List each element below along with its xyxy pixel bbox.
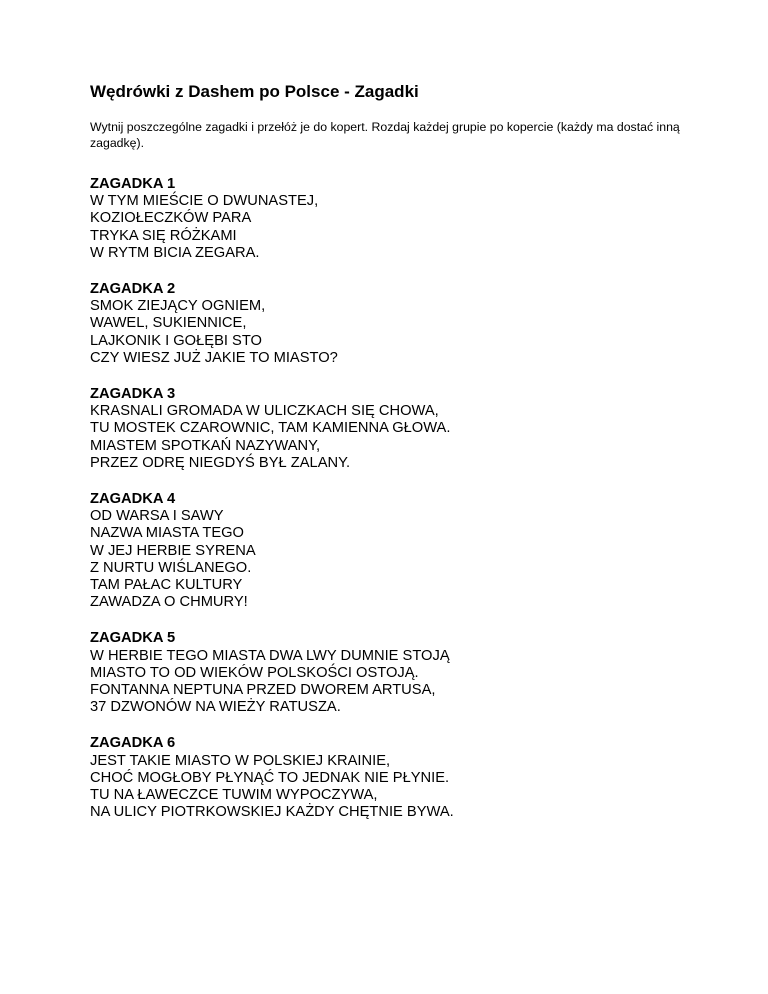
riddle-line: W RYTM BICIA ZEGARA. — [90, 244, 260, 261]
document-title: Wędrówki z Dashem po Polsce - Zagadki — [90, 82, 419, 101]
riddle-line: TU MOSTEK CZAROWNIC, TAM KAMIENNA GŁOWA. — [90, 420, 451, 437]
riddle-line: CZY WIESZ JUŻ JAKIE TO MIASTO? — [90, 349, 338, 366]
instructions-text: Wytnij poszczególne zagadki i przełóż je do kopert. Rozdaj każdej grupie po kopercie (każdy ma dostać inną zagadkę). — [90, 120, 680, 150]
riddle-line: MIASTEM SPOTKAŃ NAZYWANY, — [90, 437, 321, 454]
riddle-line: 37 DZWONÓW NA WIEŻY RATUSZA. — [90, 699, 341, 716]
riddle-line: W JEJ HERBIE SYRENA — [90, 542, 256, 559]
riddle-title: ZAGADKA 2 — [90, 281, 176, 298]
riddle-line: TAM PAŁAC KULTURY — [90, 577, 243, 594]
riddle-block — [90, 491, 690, 611]
riddle-line: FONTANNA NEPTUNA PRZED DWOREM ARTUSA, — [90, 682, 436, 699]
riddle-line: KOZIOŁECZKÓW PARA — [90, 210, 252, 227]
riddle-block — [90, 630, 690, 716]
riddle-title: ZAGADKA 3 — [90, 386, 176, 403]
riddle-line: MIASTO TO OD WIEKÓW POLSKOŚCI OSTOJĄ. — [90, 664, 419, 681]
riddle-line: SMOK ZIEJĄCY OGNIEM, — [90, 298, 266, 315]
riddle-block — [90, 281, 690, 367]
riddle-line: NA ULICY PIOTRKOWSKIEJ KAŻDY CHĘTNIE BYWA. — [90, 804, 454, 821]
riddle-title: ZAGADKA 4 — [90, 491, 176, 508]
riddle-line: PRZEZ ODRĘ NIEGDYŚ BYŁ ZALANY. — [90, 454, 351, 471]
riddle-line: TRYKA SIĘ RÓŻKAMI — [90, 227, 237, 244]
riddle-line: ZAWADZA O CHMURY! — [90, 594, 248, 611]
riddle-line: Z NURTU WIŚLANEGO. — [90, 559, 252, 576]
riddle-line: W HERBIE TEGO MIASTA DWA LWY DUMNIE STOJĄ — [90, 647, 450, 664]
riddle-line: LAJKONIK I GOŁĘBI STO — [90, 332, 262, 349]
riddle-line: NAZWA MIASTA TEGO — [90, 525, 244, 542]
riddle-line: JEST TAKIE MIASTO W POLSKIEJ KRAINIE, — [90, 752, 391, 769]
riddles-list — [90, 176, 690, 841]
riddle-line: TU NA ŁAWECZCE TUWIM WYPOCZYWA, — [90, 787, 378, 804]
riddle-line: OD WARSA I SAWY — [90, 508, 224, 525]
riddle-block — [90, 176, 690, 262]
riddle-block — [90, 735, 690, 821]
riddle-line: WAWEL, SUKIENNICE, — [90, 315, 247, 332]
riddle-title: ZAGADKA 1 — [90, 176, 176, 192]
riddle-line: W TYM MIEŚCIE O DWUNASTEJ, — [90, 193, 319, 210]
riddle-block — [90, 386, 690, 472]
riddle-line: KRASNALI GROMADA W ULICZKACH SIĘ CHOWA, — [90, 403, 439, 420]
riddle-title: ZAGADKA 5 — [90, 630, 176, 647]
riddle-title: ZAGADKA 6 — [90, 735, 176, 752]
riddle-line: CHOĆ MOGŁOBY PŁYNĄĆ TO JEDNAK NIE PŁYNIE. — [90, 769, 450, 786]
